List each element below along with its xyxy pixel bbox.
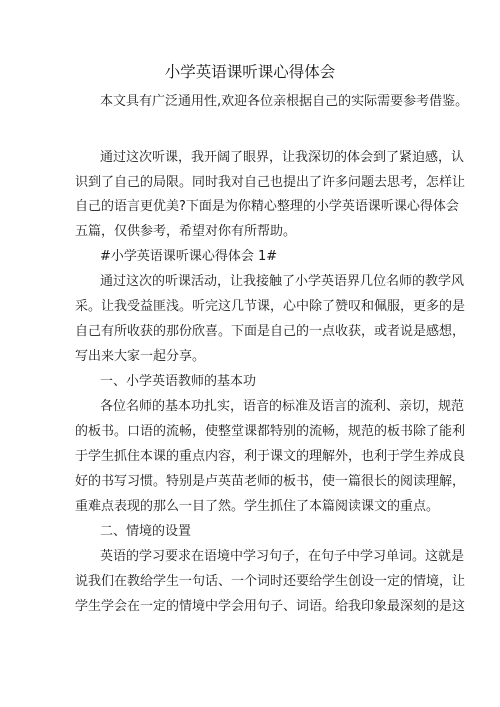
paragraph-line: 的板书。口语的流畅，使整堂课都特别的流畅，规范的板书除了能利 <box>75 424 466 439</box>
intro-note: 本文具有广泛通用性,欢迎各位亲根据自己的实际需要参考借鉴。 <box>100 94 469 109</box>
paragraph-line: 通过这次的听课活动，让我接触了小学英语界几位名师的教学风 <box>100 274 465 289</box>
paragraph-line: 写出来大家一起分享。 <box>75 349 206 364</box>
paragraph-line: 采。让我受益匪浅。听完这几节课，心中除了赞叹和佩服，更多的是 <box>75 299 466 314</box>
section-heading: 二、情境的设置 <box>100 524 192 539</box>
section-heading: 一、小学英语教师的基本功 <box>100 374 257 389</box>
paragraph-line: 通过这次听课，我开阔了眼界，让我深切的体会到了紧迫感，认 <box>100 150 465 165</box>
paragraph-line: 各位名师的基本功扎实，语音的标准及语言的流利、亲切，规范 <box>100 399 465 414</box>
paragraph-line: 五篇，仅供参考，希望对你有所帮助。 <box>75 224 297 239</box>
paragraph-line: 英语的学习要求在语境中学习句子，在句子中学习单词。这就是 <box>100 549 465 564</box>
paragraph-line: 自己有所收获的那份欣喜。下面是自己的一点收获，或者说是感想， <box>75 324 466 339</box>
paragraph-line: 识到了自己的局限。同时我对自己也提出了许多问题去思考，怎样让 <box>75 175 466 190</box>
document-title: 小学英语课听课心得体会 <box>164 63 336 81</box>
paragraph-line: 于学生抓住本课的重点内容，利于课文的理解外，也利于学生养成良 <box>75 449 466 464</box>
paragraph-line: 好的书写习惯。特别是卢英苗老师的板书，使一篇很长的阅读理解， <box>75 474 466 489</box>
paragraph-line: 重难点表现的那么一目了然。学生抓住了本篇阅读课文的重点。 <box>75 499 440 514</box>
paragraph-line: 说我们在教给学生一句话、一个词时还要给学生创设一定的情境，让 <box>75 574 466 589</box>
section-heading: #小学英语课听课心得体会 1# <box>100 249 278 264</box>
paragraph-line: 自己的语言更优美?下面是为你精心整理的小学英语课听课心得体会 <box>75 199 459 214</box>
paragraph-line: 学生学会在一定的情境中学会用句子、词语。给我印象最深刻的是这 <box>75 599 466 614</box>
